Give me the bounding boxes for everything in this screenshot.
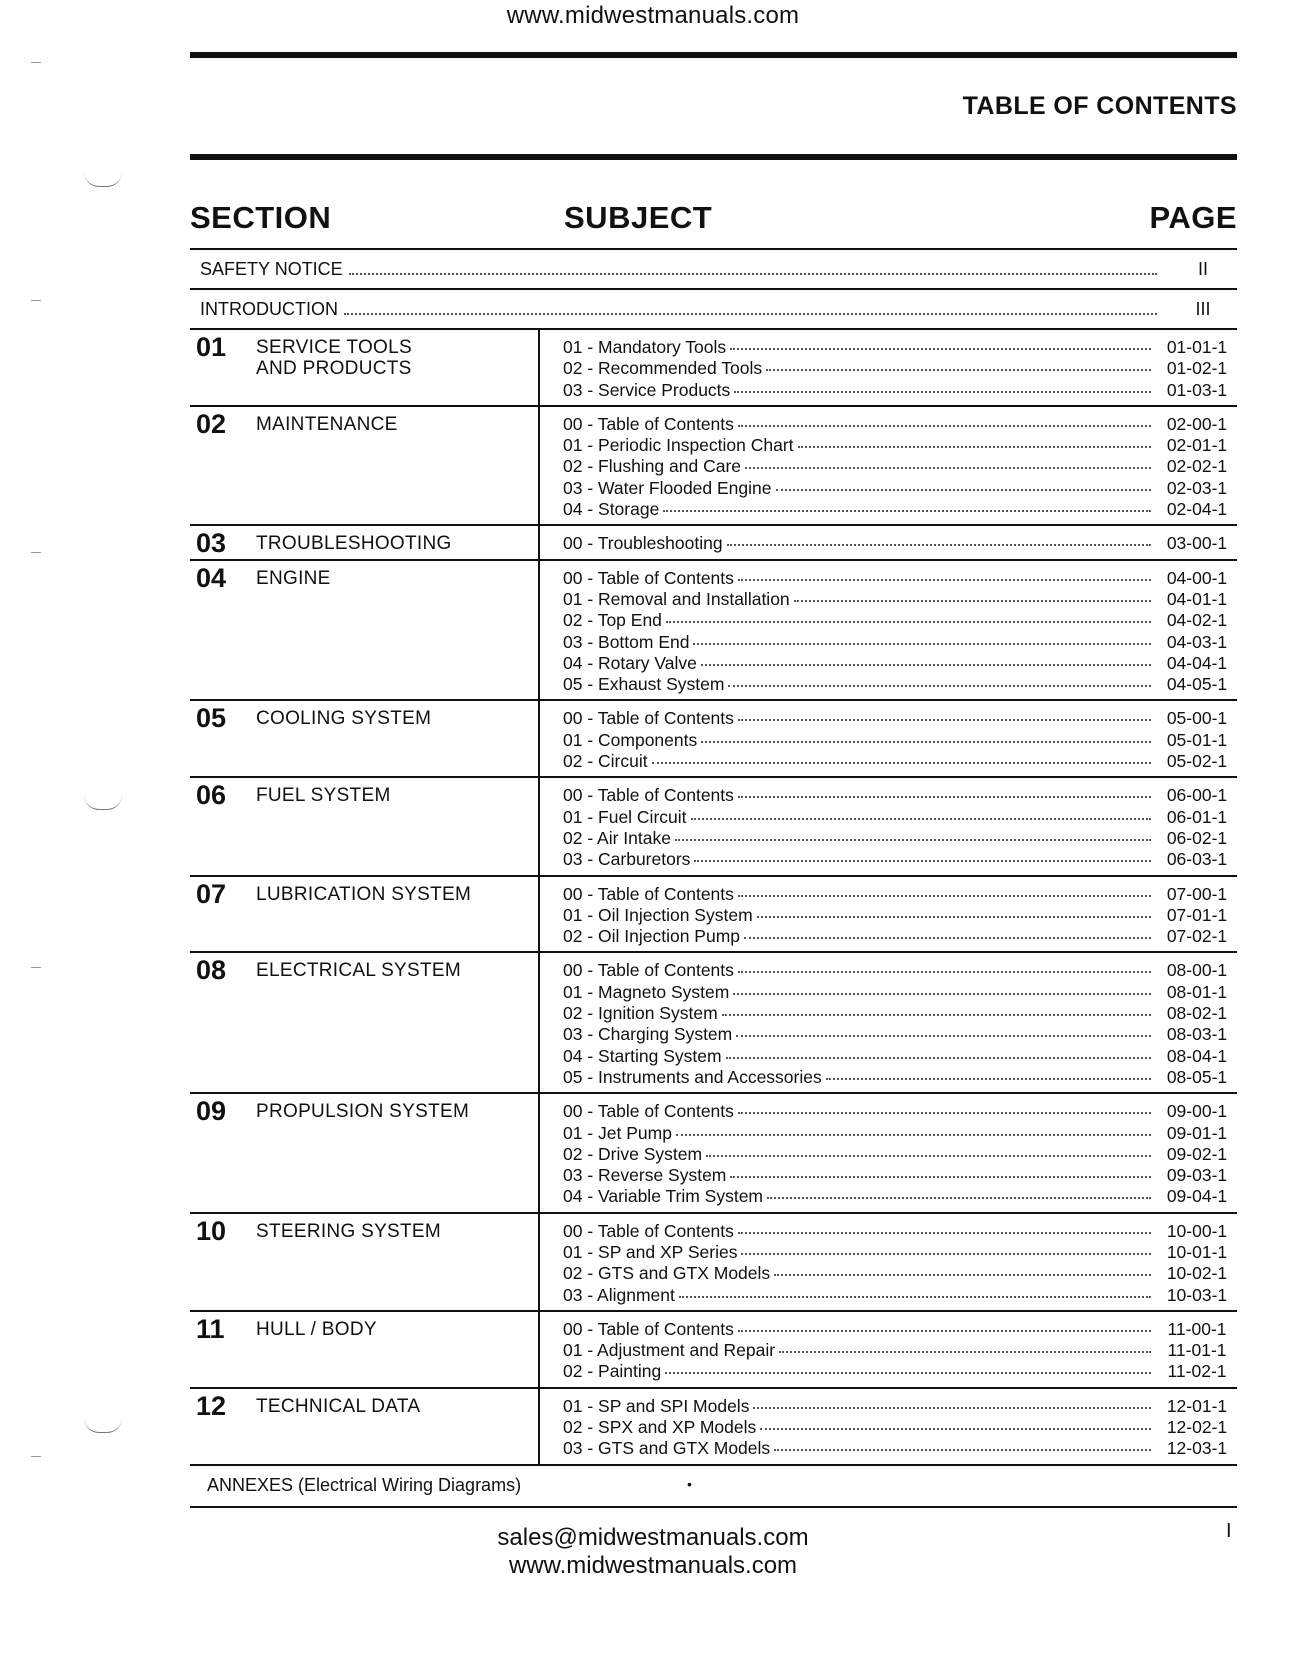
toc-entry[interactable] xyxy=(540,1340,1237,1361)
toc-entry[interactable] xyxy=(540,785,1237,806)
scan-mark xyxy=(31,62,41,63)
dot-leader xyxy=(665,1372,1151,1374)
entry-subject: 01 - Periodic Inspection Chart xyxy=(563,435,794,456)
toc-entry[interactable] xyxy=(540,1417,1237,1438)
scan-mark xyxy=(31,300,41,301)
dot-leader xyxy=(798,446,1151,448)
section-number: 06 xyxy=(196,780,227,811)
subject-list xyxy=(538,1312,1237,1387)
entry-page: 05-02-1 xyxy=(1166,751,1228,772)
dot-leader xyxy=(741,1253,1151,1255)
page-column-header: PAGE xyxy=(1149,200,1237,235)
entry-page: 11-00-1 xyxy=(1167,1318,1227,1339)
toc-entry[interactable] xyxy=(540,1144,1237,1165)
toc-entry[interactable] xyxy=(540,1319,1237,1340)
dot-leader xyxy=(744,937,1151,939)
toc-entry[interactable] xyxy=(540,610,1237,631)
entry-page: 09-00-1 xyxy=(1166,1101,1228,1122)
section-number: 07 xyxy=(196,878,227,909)
entry-page: 08-00-1 xyxy=(1166,960,1228,981)
subject-list xyxy=(538,953,1237,1092)
dot-leader xyxy=(734,391,1151,393)
toc-entry[interactable] xyxy=(540,533,1237,554)
top-rule xyxy=(190,52,1237,58)
entry-subject: 02 - SPX and XP Models xyxy=(563,1417,757,1438)
section-heading[interactable] xyxy=(190,877,538,952)
entry-page: 12-02-1 xyxy=(1166,1417,1228,1438)
section-heading[interactable] xyxy=(190,1214,538,1310)
dot-leader xyxy=(722,1014,1151,1016)
section-name-line: MAINTENANCE xyxy=(256,413,398,435)
section-heading[interactable] xyxy=(190,1094,538,1211)
entry-page: 04-02-1 xyxy=(1166,610,1228,631)
preface-row[interactable] xyxy=(190,290,1237,328)
toc-entry[interactable] xyxy=(540,1438,1237,1459)
scan-mark xyxy=(31,967,41,968)
toc-entry[interactable] xyxy=(540,1221,1237,1242)
subject-list xyxy=(538,1389,1237,1464)
dot-leader xyxy=(774,1449,1151,1451)
toc-entry[interactable] xyxy=(540,708,1237,729)
dot-leader xyxy=(738,796,1151,798)
entry-page: 11-01-1 xyxy=(1167,1340,1227,1361)
section-name xyxy=(256,879,471,905)
entry-subject: 02 - Air Intake xyxy=(563,827,671,848)
scan-curve xyxy=(84,1418,122,1433)
section-heading[interactable] xyxy=(190,778,538,874)
entry-subject: 00 - Table of Contents xyxy=(563,883,734,904)
section-name-line: PROPULSION SYSTEM xyxy=(256,1101,470,1123)
section-heading[interactable] xyxy=(190,1312,538,1387)
entry-page: 09-03-1 xyxy=(1166,1165,1228,1186)
entry-subject: 02 - Flushing and Care xyxy=(563,456,742,477)
dot-leader xyxy=(745,467,1151,469)
toc-entry[interactable] xyxy=(540,380,1237,401)
dot-leader xyxy=(693,643,1151,645)
entry-page: 04-01-1 xyxy=(1166,588,1228,609)
entry-page: 05-01-1 xyxy=(1166,729,1228,750)
section-name-line: SERVICE TOOLS xyxy=(256,337,412,358)
header-url[interactable]: www.midwestmanuals.com xyxy=(506,2,800,29)
title-rule xyxy=(190,154,1237,160)
dot-leader xyxy=(776,489,1152,491)
entry-page: 10-00-1 xyxy=(1166,1220,1228,1241)
entry-subject: 04 - Storage xyxy=(563,499,660,520)
toc-entry[interactable] xyxy=(540,1067,1237,1088)
entry-page: 09-01-1 xyxy=(1166,1122,1228,1143)
subject-list xyxy=(538,407,1237,524)
footer-email[interactable]: sales@midwestmanuals.com xyxy=(497,1524,809,1551)
section-heading[interactable] xyxy=(190,561,538,700)
section-name xyxy=(256,955,461,981)
toc-entry[interactable] xyxy=(540,926,1237,947)
entry-subject: 03 - Alignment xyxy=(563,1284,675,1305)
entry-page: 07-02-1 xyxy=(1166,926,1228,947)
toc-entry[interactable] xyxy=(540,589,1237,610)
section-name-line: LUBRICATION SYSTEM xyxy=(256,883,472,905)
toc-entry[interactable] xyxy=(540,1046,1237,1067)
section-column-header: SECTION xyxy=(190,200,332,235)
entry-subject: 00 - Table of Contents xyxy=(563,1101,734,1122)
section-name xyxy=(256,528,452,554)
entry-page: 09-04-1 xyxy=(1166,1186,1228,1207)
entry-page: 01-03-1 xyxy=(1166,379,1228,400)
entry-subject: 00 - Table of Contents xyxy=(563,708,734,729)
dot-leader xyxy=(349,273,1157,275)
section-name-line: HULL / BODY xyxy=(256,1318,377,1340)
entry-page: 08-05-1 xyxy=(1166,1066,1228,1087)
entry-subject: 00 - Table of Contents xyxy=(563,785,734,806)
entry-subject: 00 - Troubleshooting xyxy=(563,533,723,554)
section-number: 08 xyxy=(196,955,227,986)
entry-page: 08-02-1 xyxy=(1166,1003,1228,1024)
dot-leader xyxy=(728,685,1151,687)
subject-list xyxy=(538,877,1237,952)
preface-label: INTRODUCTION xyxy=(200,298,338,319)
toc-entry[interactable] xyxy=(540,982,1237,1003)
dot-leader xyxy=(753,1407,1151,1409)
toc-entry[interactable] xyxy=(540,1242,1237,1263)
entry-subject: 00 - Table of Contents xyxy=(563,960,734,981)
entry-page: 01-02-1 xyxy=(1166,358,1228,379)
entry-page: 06-02-1 xyxy=(1166,827,1228,848)
entry-page: 02-02-1 xyxy=(1166,456,1228,477)
section-row xyxy=(190,778,1237,874)
toc-entry[interactable] xyxy=(540,1165,1237,1186)
entry-page: 07-01-1 xyxy=(1166,904,1228,925)
section-heading[interactable] xyxy=(190,1389,538,1464)
entry-subject: 04 - Rotary Valve xyxy=(563,652,697,673)
dot-leader xyxy=(738,719,1151,721)
section-heading[interactable] xyxy=(190,407,538,524)
entry-subject: 00 - Table of Contents xyxy=(563,1318,734,1339)
entry-subject: 01 - SP and SPI Models xyxy=(563,1395,750,1416)
entry-subject: 01 - Jet Pump xyxy=(563,1122,672,1143)
entry-page: 11-02-1 xyxy=(1167,1361,1227,1382)
section-number: 02 xyxy=(196,408,227,439)
toc-entry[interactable] xyxy=(540,478,1237,499)
section-number: 05 xyxy=(196,703,227,734)
toc-entry[interactable] xyxy=(540,960,1237,981)
section-name xyxy=(256,1314,377,1340)
toc-entry[interactable] xyxy=(540,414,1237,435)
entry-page: 04-03-1 xyxy=(1166,631,1228,652)
entry-subject: 02 - GTS and GTX Models xyxy=(563,1263,771,1284)
preface-row[interactable] xyxy=(190,250,1237,288)
subject-list xyxy=(538,701,1237,776)
entry-subject: 05 - Exhaust System xyxy=(563,674,725,695)
table-of-contents xyxy=(190,248,1237,1508)
dot-leader xyxy=(676,1134,1151,1136)
entry-page: 08-03-1 xyxy=(1166,1024,1228,1045)
section-row xyxy=(190,1094,1237,1211)
section-number: 11 xyxy=(196,1313,225,1344)
entry-page: 10-01-1 xyxy=(1166,1241,1228,1262)
section-number: 04 xyxy=(196,562,227,593)
entry-page: 06-00-1 xyxy=(1166,785,1228,806)
dot-leader xyxy=(344,313,1157,315)
subject-list xyxy=(538,1094,1237,1211)
entry-page: 09-02-1 xyxy=(1166,1143,1228,1164)
section-row xyxy=(190,1312,1237,1387)
scan-curve xyxy=(84,172,122,187)
entry-subject: 01 - Components xyxy=(563,729,698,750)
dot-leader xyxy=(738,1330,1151,1332)
entry-page: 03-00-1 xyxy=(1166,533,1228,554)
entry-subject: 00 - Table of Contents xyxy=(563,567,734,588)
dot-leader xyxy=(738,971,1151,973)
page-title: TABLE OF CONTENTS xyxy=(962,92,1237,120)
dot-leader xyxy=(652,762,1151,764)
entry-subject: 03 - Carburetors xyxy=(563,849,691,870)
toc-entry[interactable] xyxy=(540,828,1237,849)
dot-leader xyxy=(730,1176,1151,1178)
section-heading[interactable] xyxy=(190,701,538,776)
section-number: 01 xyxy=(196,332,227,362)
annexes-row[interactable] xyxy=(190,1466,1237,1506)
entry-subject: 01 - Oil Injection System xyxy=(563,904,753,925)
entry-subject: 03 - Charging System xyxy=(563,1024,733,1045)
toc-entry[interactable] xyxy=(540,358,1237,379)
entry-subject: 03 - GTS and GTX Models xyxy=(563,1438,771,1459)
entry-subject: 00 - Table of Contents xyxy=(563,1220,734,1241)
entry-subject: 05 - Instruments and Accessories xyxy=(563,1066,822,1087)
entry-page: 10-02-1 xyxy=(1166,1263,1228,1284)
subject-column-header: SUBJECT xyxy=(564,200,713,235)
section-name xyxy=(256,780,391,806)
dot-leader xyxy=(679,1296,1151,1298)
section-row xyxy=(190,1389,1237,1464)
subject-list xyxy=(538,778,1237,874)
entry-subject: 03 - Service Products xyxy=(563,379,731,400)
toc-entry[interactable] xyxy=(540,653,1237,674)
toc-entry[interactable] xyxy=(540,337,1237,358)
preface-label: SAFETY NOTICE xyxy=(200,258,343,279)
entry-page: 06-03-1 xyxy=(1166,849,1228,870)
toc-entry[interactable] xyxy=(540,1186,1237,1207)
entry-page: 02-01-1 xyxy=(1166,435,1228,456)
dot-leader xyxy=(738,425,1151,427)
section-name-line: TECHNICAL DATA xyxy=(256,1395,421,1417)
dot-leader xyxy=(733,993,1151,995)
toc-entry[interactable] xyxy=(540,849,1237,870)
entry-subject: 04 - Variable Trim System xyxy=(563,1186,764,1207)
dot-leader xyxy=(706,1155,1151,1157)
section-name xyxy=(256,563,331,589)
section-name xyxy=(256,1096,469,1122)
dot-leader xyxy=(774,1274,1151,1276)
dot-leader xyxy=(691,818,1151,820)
dot-leader xyxy=(738,1232,1151,1234)
entry-subject: 02 - Recommended Tools xyxy=(563,358,763,379)
entry-page: 04-04-1 xyxy=(1166,652,1228,673)
section-row xyxy=(190,877,1237,952)
toc-entry[interactable] xyxy=(540,1361,1237,1382)
preface-page: III xyxy=(1195,298,1211,319)
toc-entry[interactable] xyxy=(540,1101,1237,1122)
section-number: 09 xyxy=(196,1096,227,1127)
entry-page: 02-03-1 xyxy=(1166,477,1228,498)
dot-leader xyxy=(766,369,1151,371)
dot-leader xyxy=(826,1078,1151,1080)
subject-list xyxy=(538,561,1237,700)
section-number: 10 xyxy=(196,1215,227,1246)
subject-list xyxy=(538,1214,1237,1310)
section-row xyxy=(190,526,1237,558)
dot-leader xyxy=(663,510,1151,512)
section-name xyxy=(256,1216,441,1242)
dot-leader xyxy=(738,579,1151,581)
entry-subject: 01 - SP and XP Series xyxy=(563,1241,738,1262)
scan-curve xyxy=(84,795,122,810)
dot-leader xyxy=(727,544,1151,546)
section-name xyxy=(256,703,431,729)
entry-subject: 02 - Painting xyxy=(563,1361,662,1382)
section-heading[interactable] xyxy=(190,953,538,1092)
dot-leader xyxy=(701,664,1151,666)
section-row xyxy=(190,330,1237,405)
toc-entry[interactable] xyxy=(540,456,1237,477)
entry-page: 02-04-1 xyxy=(1166,499,1228,520)
dot-leader xyxy=(736,1035,1151,1037)
toc-entry[interactable] xyxy=(540,1024,1237,1045)
preface-page: II xyxy=(1197,258,1208,279)
footer-url[interactable]: www.midwestmanuals.com xyxy=(508,1552,798,1579)
entry-page: 12-01-1 xyxy=(1166,1395,1228,1416)
dot-leader xyxy=(701,741,1151,743)
entry-subject: 02 - Oil Injection Pump xyxy=(563,926,741,947)
dot-leader xyxy=(694,860,1151,862)
section-name-line: TROUBLESHOOTING xyxy=(256,533,452,555)
entry-page: 01-01-1 xyxy=(1166,337,1228,357)
entry-page: 02-00-1 xyxy=(1166,413,1228,434)
annex-mark: • xyxy=(687,1475,692,1492)
entry-subject: 01 - Magneto System xyxy=(563,981,730,1002)
section-name-line: FUEL SYSTEM xyxy=(256,785,391,807)
row-rule xyxy=(190,1506,1237,1508)
dot-leader xyxy=(767,1197,1151,1199)
entry-subject: 01 - Removal and Installation xyxy=(563,588,790,609)
toc-entry[interactable] xyxy=(540,632,1237,653)
scan-mark xyxy=(31,1456,41,1457)
section-name-line: AND PRODUCTS xyxy=(256,358,412,379)
subject-list xyxy=(538,526,1237,558)
page-number: I xyxy=(1226,1520,1232,1542)
entry-page: 04-05-1 xyxy=(1166,674,1228,695)
toc-entry[interactable] xyxy=(540,751,1237,772)
entry-page: 12-03-1 xyxy=(1166,1438,1228,1459)
entry-page: 08-01-1 xyxy=(1166,981,1228,1002)
dot-leader xyxy=(779,1351,1151,1353)
entry-subject: 03 - Bottom End xyxy=(563,631,690,652)
toc-entry[interactable] xyxy=(540,499,1237,520)
entry-subject: 02 - Ignition System xyxy=(563,1003,718,1024)
entry-subject: 02 - Top End xyxy=(563,610,662,631)
entry-page: 04-00-1 xyxy=(1166,567,1228,588)
entry-subject: 01 - Adjustment and Repair xyxy=(563,1340,776,1361)
dot-leader xyxy=(738,1112,1151,1114)
entry-page: 08-04-1 xyxy=(1166,1045,1228,1066)
section-name xyxy=(256,409,398,435)
section-heading[interactable] xyxy=(190,526,538,558)
toc-entry[interactable] xyxy=(540,807,1237,828)
entry-page: 10-03-1 xyxy=(1166,1284,1228,1305)
entry-page: 05-00-1 xyxy=(1166,708,1228,729)
dot-leader xyxy=(726,1057,1151,1059)
section-name-line: STEERING SYSTEM xyxy=(256,1220,442,1242)
entry-subject: 02 - Circuit xyxy=(563,751,648,772)
toc-entry[interactable] xyxy=(540,1285,1237,1306)
entry-page: 06-01-1 xyxy=(1166,806,1228,827)
entry-subject: 02 - Drive System xyxy=(563,1143,703,1164)
toc-entry[interactable] xyxy=(540,1396,1237,1417)
section-name xyxy=(256,332,412,379)
entry-subject: 03 - Water Flooded Engine xyxy=(563,477,772,498)
dot-leader xyxy=(675,839,1151,841)
section-name-line: COOLING SYSTEM xyxy=(256,708,432,730)
dot-leader xyxy=(757,916,1151,918)
toc-entry[interactable] xyxy=(540,1123,1237,1144)
section-row xyxy=(190,701,1237,776)
toc-entry[interactable] xyxy=(540,1003,1237,1024)
dot-leader xyxy=(730,348,1151,350)
toc-entry[interactable] xyxy=(540,884,1237,905)
section-row xyxy=(190,1214,1237,1310)
toc-entry[interactable] xyxy=(540,1263,1237,1284)
section-heading[interactable] xyxy=(190,330,538,405)
dot-leader xyxy=(666,621,1151,623)
toc-entry[interactable] xyxy=(540,730,1237,751)
entry-subject: 04 - Starting System xyxy=(563,1045,722,1066)
dot-leader xyxy=(738,895,1151,897)
section-row xyxy=(190,953,1237,1092)
section-number: 12 xyxy=(196,1390,227,1421)
entry-subject: 00 - Table of Contents xyxy=(563,413,734,434)
section-row xyxy=(190,561,1237,700)
toc-entry[interactable] xyxy=(540,435,1237,456)
toc-entry[interactable] xyxy=(540,674,1237,695)
entry-subject: 01 - Fuel Circuit xyxy=(563,806,687,827)
toc-entry[interactable] xyxy=(540,905,1237,926)
subject-list xyxy=(538,330,1237,405)
entry-subject: 01 - Mandatory Tools xyxy=(563,337,727,357)
section-number: 03 xyxy=(196,528,227,559)
scan-mark xyxy=(31,552,41,553)
section-name-line: ELECTRICAL SYSTEM xyxy=(256,960,461,982)
annexes-label: ANNEXES (Electrical Wiring Diagrams) xyxy=(207,1475,522,1496)
toc-entry[interactable] xyxy=(540,568,1237,589)
entry-page: 07-00-1 xyxy=(1166,883,1228,904)
section-name-line: ENGINE xyxy=(256,567,331,589)
dot-leader xyxy=(794,600,1151,602)
entry-subject: 03 - Reverse System xyxy=(563,1165,727,1186)
section-name xyxy=(256,1391,420,1417)
section-row xyxy=(190,407,1237,524)
dot-leader xyxy=(760,1428,1151,1430)
